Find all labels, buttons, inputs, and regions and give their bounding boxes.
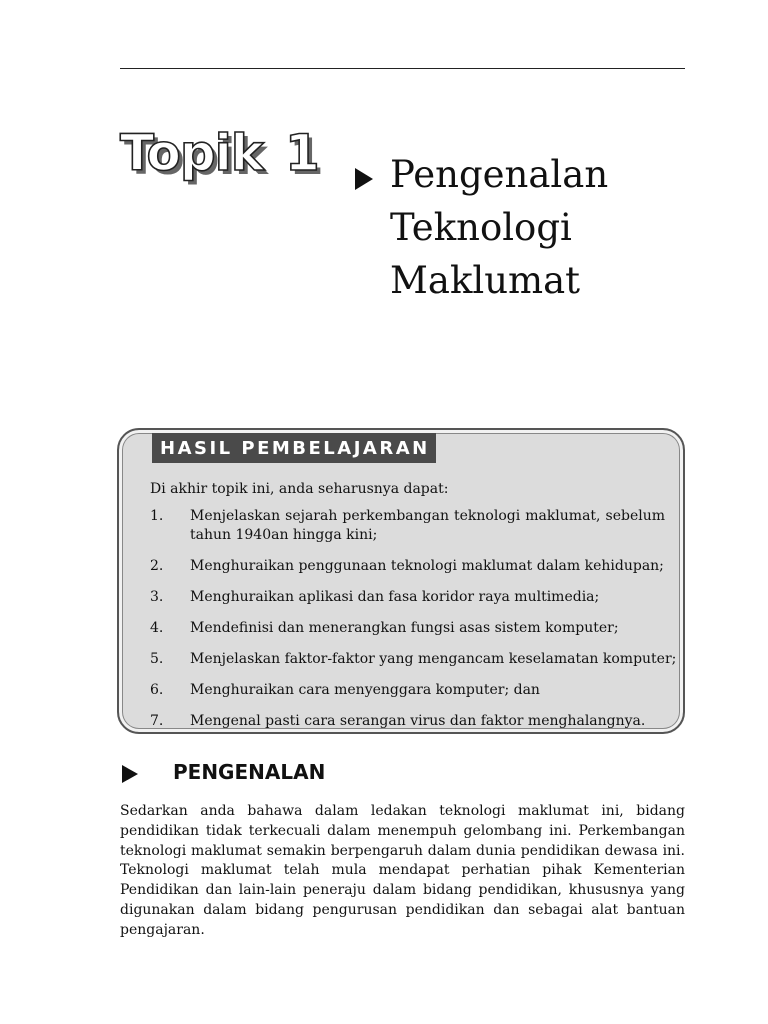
list-item-text: Mengenal pasti cara serangan virus dan faktor menghalangnya. (190, 713, 646, 729)
list-item-text: Menghuraikan aplikasi dan fasa koridor raya multimedia; (190, 589, 600, 605)
list-item (150, 619, 665, 638)
list-item-text: Menjelaskan sejarah perkembangan teknologi maklumat, sebelum tahun 1940an hingga kini; (190, 508, 665, 543)
chapter-title (390, 148, 690, 307)
list-item-number: 5. (150, 651, 164, 667)
list-item-text: Menjelaskan faktor-faktor yang mengancam keselamatan komputer; (190, 651, 677, 667)
chapter-label-text: Topik (120, 124, 263, 182)
list-item (150, 507, 665, 545)
list-item-number: 1. (150, 508, 164, 524)
chapter-title-line: Teknologi (390, 206, 572, 249)
list-item-text: Menghuraikan penggunaan teknologi maklumat dalam kehidupan; (190, 558, 664, 574)
list-item (150, 681, 665, 700)
list-item-text: Mendefinisi dan menerangkan fungsi asas sistem komputer; (190, 620, 619, 636)
section-heading: PENGENALAN (173, 760, 326, 784)
list-item (150, 712, 665, 731)
list-item-number: 2. (150, 558, 164, 574)
title-arrow-icon (355, 168, 373, 190)
list-item-number: 6. (150, 682, 164, 698)
list-item (150, 650, 677, 669)
chapter-label (120, 124, 319, 182)
list-item-number: 3. (150, 589, 164, 605)
section-paragraph: Sedarkan anda bahawa dalam ledakan teknologi maklumat ini, bidang pendidikan tidak terkecuali dalam menempuh gelombang ini. Perkembangan teknologi maklumat semakin berpengaruh dalam dunia pendidikan dewasa ini. Teknologi maklumat telah mula mendapat perhatian pihak Kementerian Pendidikan dan lain-lain peneraju dalam bidang pendidikan, khususnya yang digunakan dalam bidang pengurusan pendidikan dan sebagai alat bantuan pengajaran. (120, 803, 685, 938)
learning-outcomes-header: HASIL PEMBELAJARAN (152, 433, 436, 463)
chapter-title-line: Maklumat (390, 259, 581, 302)
chapter-number: 1 (285, 124, 319, 182)
list-item-number: 7. (150, 713, 164, 729)
learning-outcomes-intro: Di akhir topik ini, anda seharusnya dapat: (150, 481, 449, 497)
list-item (150, 588, 665, 607)
top-rule (120, 68, 685, 69)
list-item (150, 557, 665, 576)
list-item-text: Menghuraikan cara menyenggara komputer; dan (190, 682, 540, 698)
section-arrow-icon (122, 765, 138, 783)
chapter-title-line: Pengenalan (390, 153, 609, 196)
list-item-number: 4. (150, 620, 164, 636)
learning-outcomes-list (150, 507, 677, 743)
